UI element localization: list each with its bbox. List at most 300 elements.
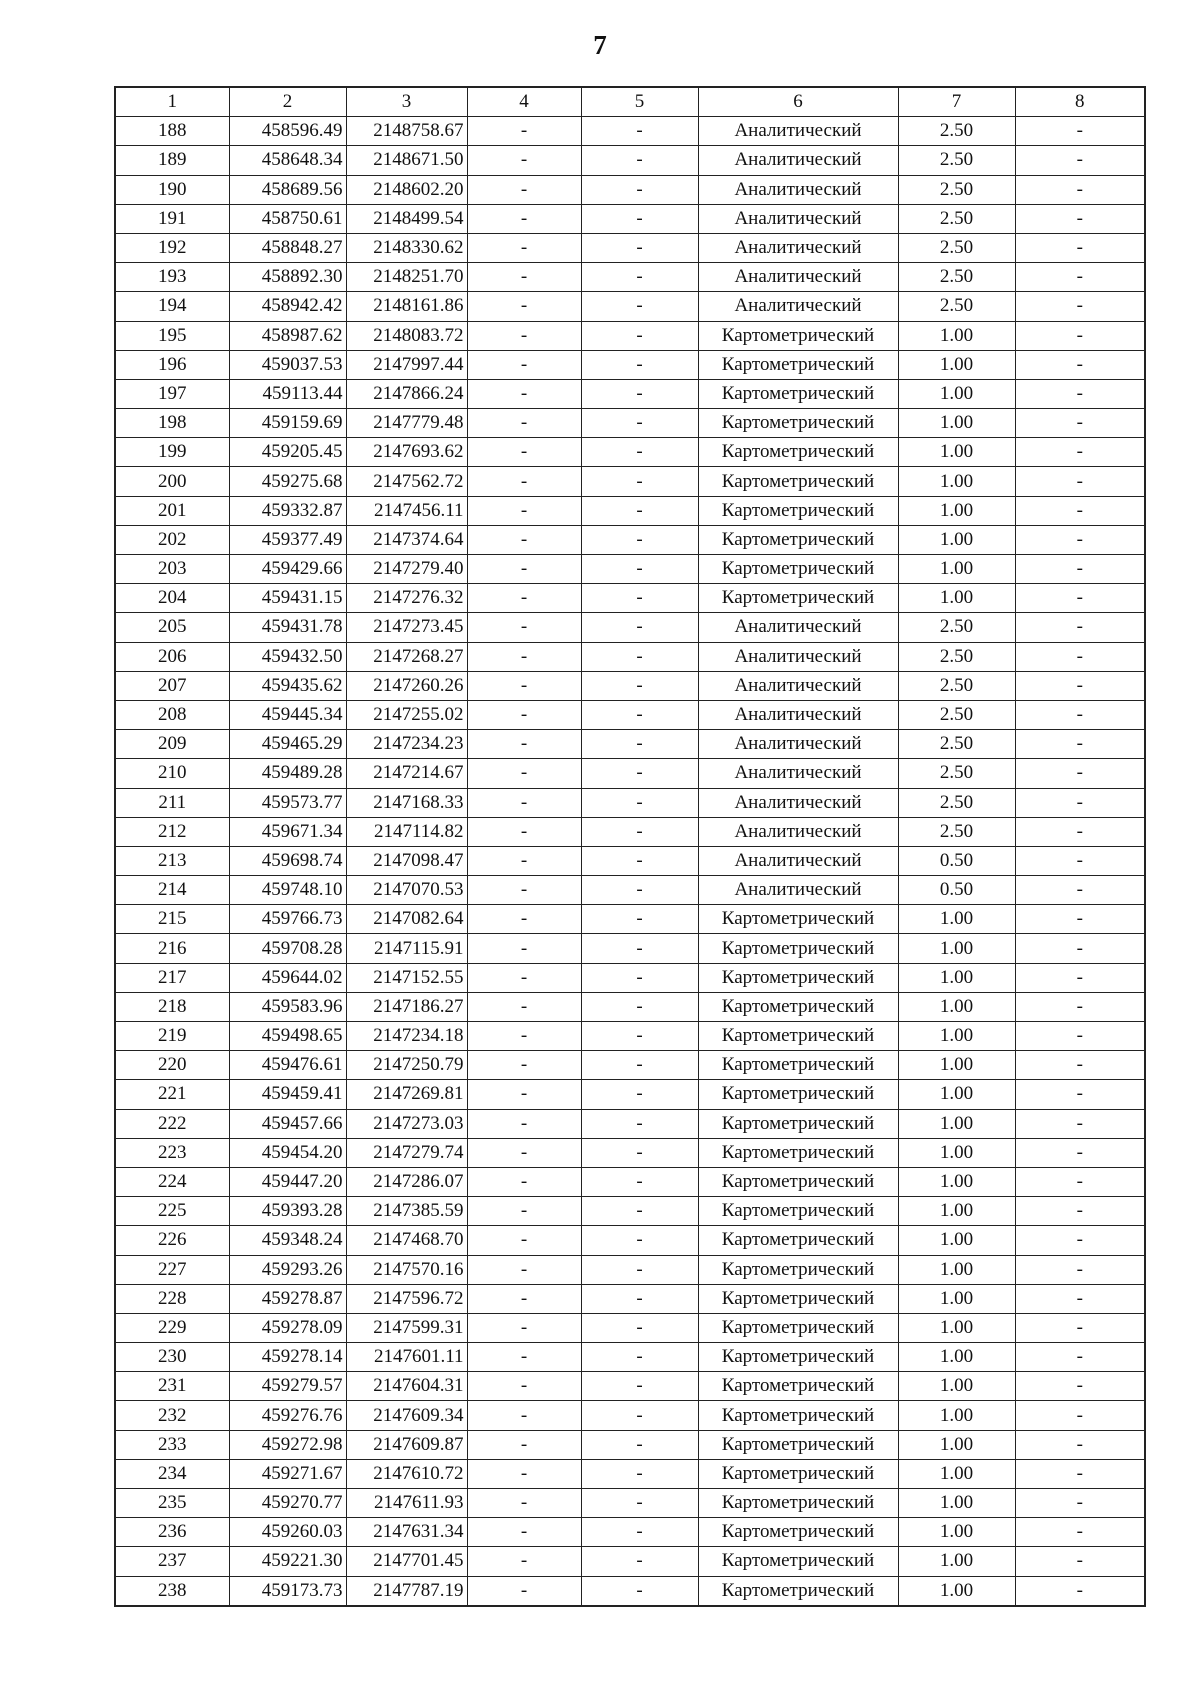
accuracy-cell: 2.50 — [898, 175, 1015, 204]
col8-cell: - — [1015, 350, 1145, 379]
x-coordinate-cell: 459278.14 — [229, 1343, 346, 1372]
x-coordinate-cell: 458987.62 — [229, 321, 346, 350]
accuracy-cell: 2.50 — [898, 146, 1015, 175]
point-number-cell: 211 — [115, 788, 229, 817]
x-coordinate-cell: 459671.34 — [229, 817, 346, 846]
accuracy-cell: 1.00 — [898, 1372, 1015, 1401]
method-cell: Аналитический — [698, 263, 898, 292]
col4-cell: - — [467, 1080, 581, 1109]
accuracy-cell: 2.50 — [898, 233, 1015, 262]
col5-cell: - — [581, 1489, 698, 1518]
col8-cell: - — [1015, 1138, 1145, 1167]
col5-cell: - — [581, 1313, 698, 1342]
accuracy-cell: 1.00 — [898, 379, 1015, 408]
point-number-cell: 221 — [115, 1080, 229, 1109]
col8-cell: - — [1015, 1401, 1145, 1430]
y-coordinate-cell: 2147234.18 — [346, 1022, 467, 1051]
col8-cell: - — [1015, 321, 1145, 350]
col4-cell: - — [467, 759, 581, 788]
point-number-cell: 229 — [115, 1313, 229, 1342]
method-cell: Картометрический — [698, 905, 898, 934]
accuracy-cell: 1.00 — [898, 525, 1015, 554]
col5-cell: - — [581, 146, 698, 175]
point-number-cell: 199 — [115, 438, 229, 467]
y-coordinate-cell: 2148083.72 — [346, 321, 467, 350]
y-coordinate-cell: 2147596.72 — [346, 1284, 467, 1313]
col8-cell: - — [1015, 1547, 1145, 1576]
y-coordinate-cell: 2147273.45 — [346, 613, 467, 642]
col4-cell: - — [467, 1255, 581, 1284]
col4-cell: - — [467, 1138, 581, 1167]
table-row — [115, 321, 1145, 350]
col4-cell: - — [467, 1197, 581, 1226]
x-coordinate-cell: 459457.66 — [229, 1109, 346, 1138]
table-row — [115, 555, 1145, 584]
col4-cell: - — [467, 1226, 581, 1255]
x-coordinate-cell: 459465.29 — [229, 730, 346, 759]
point-number-cell: 218 — [115, 992, 229, 1021]
y-coordinate-cell: 2147082.64 — [346, 905, 467, 934]
point-number-cell: 236 — [115, 1518, 229, 1547]
header-cell: 4 — [467, 87, 581, 117]
col4-cell: - — [467, 204, 581, 233]
col4-cell: - — [467, 146, 581, 175]
point-number-cell: 200 — [115, 467, 229, 496]
table-row — [115, 584, 1145, 613]
point-number-cell: 204 — [115, 584, 229, 613]
col5-cell: - — [581, 292, 698, 321]
col8-cell: - — [1015, 934, 1145, 963]
point-number-cell: 209 — [115, 730, 229, 759]
y-coordinate-cell: 2147701.45 — [346, 1547, 467, 1576]
table-row — [115, 1138, 1145, 1167]
method-cell: Аналитический — [698, 204, 898, 233]
method-cell: Картометрический — [698, 409, 898, 438]
accuracy-cell: 1.00 — [898, 1167, 1015, 1196]
point-number-cell: 197 — [115, 379, 229, 408]
accuracy-cell: 1.00 — [898, 1197, 1015, 1226]
col5-cell: - — [581, 496, 698, 525]
y-coordinate-cell: 2147214.67 — [346, 759, 467, 788]
col5-cell: - — [581, 263, 698, 292]
col8-cell: - — [1015, 409, 1145, 438]
col4-cell: - — [467, 1022, 581, 1051]
col4-cell: - — [467, 1430, 581, 1459]
accuracy-cell: 1.00 — [898, 1459, 1015, 1488]
col4-cell: - — [467, 1284, 581, 1313]
table-row — [115, 963, 1145, 992]
point-number-cell: 201 — [115, 496, 229, 525]
x-coordinate-cell: 459432.50 — [229, 642, 346, 671]
method-cell: Картометрический — [698, 496, 898, 525]
accuracy-cell: 1.00 — [898, 1080, 1015, 1109]
y-coordinate-cell: 2147599.31 — [346, 1313, 467, 1342]
y-coordinate-cell: 2147260.26 — [346, 671, 467, 700]
col5-cell: - — [581, 1051, 698, 1080]
col8-cell: - — [1015, 876, 1145, 905]
point-number-cell: 235 — [115, 1489, 229, 1518]
col8-cell: - — [1015, 700, 1145, 729]
table-row — [115, 1167, 1145, 1196]
col4-cell: - — [467, 467, 581, 496]
x-coordinate-cell: 459498.65 — [229, 1022, 346, 1051]
y-coordinate-cell: 2147279.74 — [346, 1138, 467, 1167]
col4-cell: - — [467, 700, 581, 729]
point-number-cell: 233 — [115, 1430, 229, 1459]
method-cell: Картометрический — [698, 1255, 898, 1284]
x-coordinate-cell: 459429.66 — [229, 555, 346, 584]
table-row — [115, 1576, 1145, 1606]
x-coordinate-cell: 459708.28 — [229, 934, 346, 963]
col8-cell: - — [1015, 671, 1145, 700]
col5-cell: - — [581, 117, 698, 146]
col4-cell: - — [467, 1576, 581, 1606]
accuracy-cell: 1.00 — [898, 321, 1015, 350]
col4-cell: - — [467, 963, 581, 992]
y-coordinate-cell: 2147866.24 — [346, 379, 467, 408]
table-row — [115, 263, 1145, 292]
col4-cell: - — [467, 1051, 581, 1080]
y-coordinate-cell: 2147152.55 — [346, 963, 467, 992]
point-number-cell: 224 — [115, 1167, 229, 1196]
method-cell: Аналитический — [698, 759, 898, 788]
page-number: 7 — [593, 30, 607, 60]
accuracy-cell: 1.00 — [898, 1255, 1015, 1284]
table-row — [115, 876, 1145, 905]
col4-cell: - — [467, 555, 581, 584]
y-coordinate-cell: 2147562.72 — [346, 467, 467, 496]
col4-cell: - — [467, 117, 581, 146]
y-coordinate-cell: 2147609.87 — [346, 1430, 467, 1459]
header-cell: 2 — [229, 87, 346, 117]
col8-cell: - — [1015, 1022, 1145, 1051]
col5-cell: - — [581, 1284, 698, 1313]
table-row — [115, 117, 1145, 146]
method-cell: Картометрический — [698, 992, 898, 1021]
method-cell: Аналитический — [698, 292, 898, 321]
col8-cell: - — [1015, 584, 1145, 613]
col8-cell: - — [1015, 438, 1145, 467]
method-cell: Аналитический — [698, 876, 898, 905]
col8-cell: - — [1015, 525, 1145, 554]
method-cell: Картометрический — [698, 1226, 898, 1255]
col8-cell: - — [1015, 992, 1145, 1021]
table-row — [115, 700, 1145, 729]
col5-cell: - — [581, 350, 698, 379]
accuracy-cell: 1.00 — [898, 1430, 1015, 1459]
table-header — [115, 87, 1145, 117]
col8-cell: - — [1015, 555, 1145, 584]
table-row — [115, 1547, 1145, 1576]
col5-cell: - — [581, 233, 698, 262]
col5-cell: - — [581, 1372, 698, 1401]
table-row — [115, 1313, 1145, 1342]
col8-cell: - — [1015, 467, 1145, 496]
col8-cell: - — [1015, 905, 1145, 934]
col8-cell: - — [1015, 1343, 1145, 1372]
col4-cell: - — [467, 642, 581, 671]
col4-cell: - — [467, 409, 581, 438]
col4-cell: - — [467, 671, 581, 700]
x-coordinate-cell: 459276.76 — [229, 1401, 346, 1430]
col8-cell: - — [1015, 1576, 1145, 1606]
col4-cell: - — [467, 817, 581, 846]
accuracy-cell: 1.00 — [898, 1343, 1015, 1372]
col4-cell: - — [467, 379, 581, 408]
point-number-cell: 234 — [115, 1459, 229, 1488]
table-row — [115, 1255, 1145, 1284]
point-number-cell: 220 — [115, 1051, 229, 1080]
col5-cell: - — [581, 992, 698, 1021]
table-row — [115, 1518, 1145, 1547]
accuracy-cell: 1.00 — [898, 1518, 1015, 1547]
x-coordinate-cell: 459270.77 — [229, 1489, 346, 1518]
col8-cell: - — [1015, 1430, 1145, 1459]
col4-cell: - — [467, 292, 581, 321]
accuracy-cell: 1.00 — [898, 584, 1015, 613]
y-coordinate-cell: 2147276.32 — [346, 584, 467, 613]
col8-cell: - — [1015, 1459, 1145, 1488]
x-coordinate-cell: 458689.56 — [229, 175, 346, 204]
y-coordinate-cell: 2147268.27 — [346, 642, 467, 671]
point-number-cell: 214 — [115, 876, 229, 905]
col5-cell: - — [581, 876, 698, 905]
accuracy-cell: 0.50 — [898, 846, 1015, 875]
header-cell: 7 — [898, 87, 1015, 117]
y-coordinate-cell: 2147273.03 — [346, 1109, 467, 1138]
y-coordinate-cell: 2147385.59 — [346, 1197, 467, 1226]
col8-cell: - — [1015, 1255, 1145, 1284]
col5-cell: - — [581, 817, 698, 846]
col5-cell: - — [581, 321, 698, 350]
table-row — [115, 788, 1145, 817]
table-row — [115, 467, 1145, 496]
table-row — [115, 759, 1145, 788]
accuracy-cell: 1.00 — [898, 1284, 1015, 1313]
point-number-cell: 230 — [115, 1343, 229, 1372]
method-cell: Картометрический — [698, 1313, 898, 1342]
accuracy-cell: 2.50 — [898, 117, 1015, 146]
accuracy-cell: 1.00 — [898, 438, 1015, 467]
method-cell: Картометрический — [698, 1489, 898, 1518]
x-coordinate-cell: 459454.20 — [229, 1138, 346, 1167]
method-cell: Картометрический — [698, 1401, 898, 1430]
accuracy-cell: 1.00 — [898, 963, 1015, 992]
y-coordinate-cell: 2147186.27 — [346, 992, 467, 1021]
accuracy-cell: 2.50 — [898, 671, 1015, 700]
col8-cell: - — [1015, 379, 1145, 408]
col8-cell: - — [1015, 1489, 1145, 1518]
y-coordinate-cell: 2147604.31 — [346, 1372, 467, 1401]
accuracy-cell: 1.00 — [898, 1547, 1015, 1576]
y-coordinate-cell: 2147601.11 — [346, 1343, 467, 1372]
accuracy-cell: 2.50 — [898, 700, 1015, 729]
y-coordinate-cell: 2147693.62 — [346, 438, 467, 467]
method-cell: Картометрический — [698, 963, 898, 992]
x-coordinate-cell: 459583.96 — [229, 992, 346, 1021]
table-row — [115, 525, 1145, 554]
col5-cell: - — [581, 1459, 698, 1488]
point-number-cell: 226 — [115, 1226, 229, 1255]
table-row — [115, 1489, 1145, 1518]
y-coordinate-cell: 2147374.64 — [346, 525, 467, 554]
method-cell: Картометрический — [698, 1576, 898, 1606]
col4-cell: - — [467, 175, 581, 204]
y-coordinate-cell: 2147456.11 — [346, 496, 467, 525]
col5-cell: - — [581, 584, 698, 613]
table-row — [115, 1459, 1145, 1488]
col5-cell: - — [581, 1226, 698, 1255]
col5-cell: - — [581, 788, 698, 817]
col8-cell: - — [1015, 788, 1145, 817]
x-coordinate-cell: 459573.77 — [229, 788, 346, 817]
col8-cell: - — [1015, 1051, 1145, 1080]
x-coordinate-cell: 458596.49 — [229, 117, 346, 146]
header-cell: 8 — [1015, 87, 1145, 117]
method-cell: Картометрический — [698, 321, 898, 350]
method-cell: Картометрический — [698, 1547, 898, 1576]
point-number-cell: 196 — [115, 350, 229, 379]
col4-cell: - — [467, 1401, 581, 1430]
col8-cell: - — [1015, 204, 1145, 233]
x-coordinate-cell: 459159.69 — [229, 409, 346, 438]
point-number-cell: 212 — [115, 817, 229, 846]
x-coordinate-cell: 459278.09 — [229, 1313, 346, 1342]
col5-cell: - — [581, 1109, 698, 1138]
col4-cell: - — [467, 525, 581, 554]
point-number-cell: 222 — [115, 1109, 229, 1138]
accuracy-cell: 1.00 — [898, 1226, 1015, 1255]
col8-cell: - — [1015, 1167, 1145, 1196]
point-number-cell: 205 — [115, 613, 229, 642]
col4-cell: - — [467, 905, 581, 934]
y-coordinate-cell: 2148671.50 — [346, 146, 467, 175]
col4-cell: - — [467, 1489, 581, 1518]
method-cell: Аналитический — [698, 817, 898, 846]
y-coordinate-cell: 2147168.33 — [346, 788, 467, 817]
method-cell: Картометрический — [698, 525, 898, 554]
method-cell: Картометрический — [698, 1197, 898, 1226]
col5-cell: - — [581, 555, 698, 584]
table-row — [115, 146, 1145, 175]
accuracy-cell: 1.00 — [898, 934, 1015, 963]
x-coordinate-cell: 458892.30 — [229, 263, 346, 292]
point-number-cell: 207 — [115, 671, 229, 700]
table-row — [115, 846, 1145, 875]
point-number-cell: 225 — [115, 1197, 229, 1226]
method-cell: Аналитический — [698, 846, 898, 875]
col8-cell: - — [1015, 759, 1145, 788]
y-coordinate-cell: 2147570.16 — [346, 1255, 467, 1284]
col4-cell: - — [467, 438, 581, 467]
y-coordinate-cell: 2147234.23 — [346, 730, 467, 759]
accuracy-cell: 1.00 — [898, 992, 1015, 1021]
x-coordinate-cell: 459435.62 — [229, 671, 346, 700]
col5-cell: - — [581, 1518, 698, 1547]
col4-cell: - — [467, 584, 581, 613]
col8-cell: - — [1015, 1518, 1145, 1547]
col4-cell: - — [467, 876, 581, 905]
accuracy-cell: 1.00 — [898, 496, 1015, 525]
point-number-cell: 228 — [115, 1284, 229, 1313]
x-coordinate-cell: 459748.10 — [229, 876, 346, 905]
table-row — [115, 175, 1145, 204]
accuracy-cell: 1.00 — [898, 1313, 1015, 1342]
point-number-cell: 217 — [115, 963, 229, 992]
col4-cell: - — [467, 1167, 581, 1196]
col4-cell: - — [467, 263, 581, 292]
col8-cell: - — [1015, 292, 1145, 321]
table-row — [115, 1051, 1145, 1080]
table-row — [115, 1022, 1145, 1051]
method-cell: Картометрический — [698, 1080, 898, 1109]
col5-cell: - — [581, 409, 698, 438]
x-coordinate-cell: 459037.53 — [229, 350, 346, 379]
coordinates-table — [114, 86, 1146, 1607]
col5-cell: - — [581, 525, 698, 554]
col8-cell: - — [1015, 817, 1145, 846]
point-number-cell: 188 — [115, 117, 229, 146]
x-coordinate-cell: 459447.20 — [229, 1167, 346, 1196]
table-row — [115, 1080, 1145, 1109]
col5-cell: - — [581, 963, 698, 992]
accuracy-cell: 1.00 — [898, 409, 1015, 438]
x-coordinate-cell: 458848.27 — [229, 233, 346, 262]
method-cell: Аналитический — [698, 788, 898, 817]
col4-cell: - — [467, 321, 581, 350]
accuracy-cell: 1.00 — [898, 350, 1015, 379]
x-coordinate-cell: 459260.03 — [229, 1518, 346, 1547]
col5-cell: - — [581, 934, 698, 963]
col8-cell: - — [1015, 1197, 1145, 1226]
y-coordinate-cell: 2147114.82 — [346, 817, 467, 846]
col5-cell: - — [581, 204, 698, 233]
method-cell: Картометрический — [698, 934, 898, 963]
point-number-cell: 231 — [115, 1372, 229, 1401]
y-coordinate-cell: 2147250.79 — [346, 1051, 467, 1080]
point-number-cell: 210 — [115, 759, 229, 788]
col5-cell: - — [581, 846, 698, 875]
method-cell: Картометрический — [698, 1284, 898, 1313]
col8-cell: - — [1015, 175, 1145, 204]
x-coordinate-cell: 459348.24 — [229, 1226, 346, 1255]
x-coordinate-cell: 459445.34 — [229, 700, 346, 729]
point-number-cell: 206 — [115, 642, 229, 671]
point-number-cell: 223 — [115, 1138, 229, 1167]
method-cell: Картометрический — [698, 1051, 898, 1080]
col4-cell: - — [467, 1372, 581, 1401]
method-cell: Аналитический — [698, 730, 898, 759]
y-coordinate-cell: 2148251.70 — [346, 263, 467, 292]
accuracy-cell: 1.00 — [898, 467, 1015, 496]
point-number-cell: 193 — [115, 263, 229, 292]
y-coordinate-cell: 2147997.44 — [346, 350, 467, 379]
point-number-cell: 238 — [115, 1576, 229, 1606]
col5-cell: - — [581, 671, 698, 700]
y-coordinate-cell: 2147787.19 — [346, 1576, 467, 1606]
y-coordinate-cell: 2148602.20 — [346, 175, 467, 204]
point-number-cell: 232 — [115, 1401, 229, 1430]
col4-cell: - — [467, 1518, 581, 1547]
accuracy-cell: 1.00 — [898, 1022, 1015, 1051]
point-number-cell: 189 — [115, 146, 229, 175]
col5-cell: - — [581, 438, 698, 467]
col5-cell: - — [581, 1547, 698, 1576]
method-cell: Картометрический — [698, 1343, 898, 1372]
table-body — [115, 117, 1145, 1606]
x-coordinate-cell: 459173.73 — [229, 1576, 346, 1606]
method-cell: Картометрический — [698, 1459, 898, 1488]
